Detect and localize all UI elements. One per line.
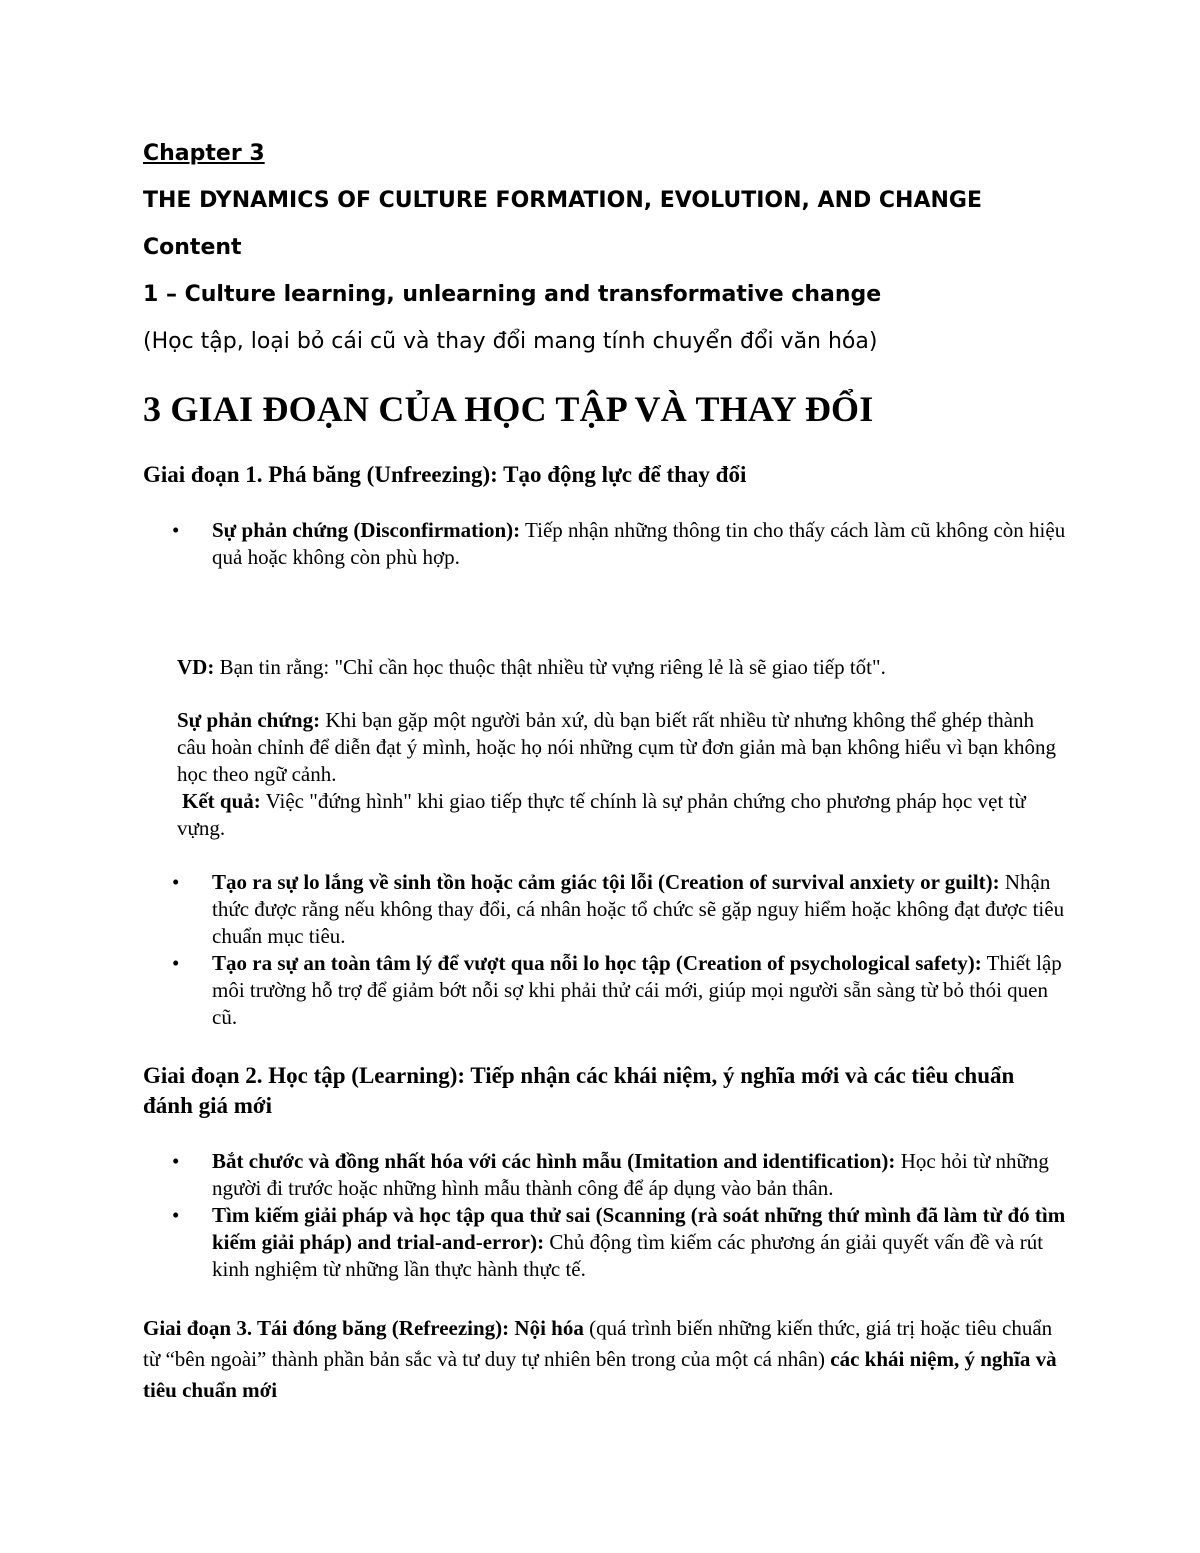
disconfirmation-text: Khi bạn gặp một người bản xứ, dù bạn biết rất nhiều từ nhưng không thể ghép thành câu hoàn chỉnh để diễn đạt ý mình, hoặc họ nói những cụm từ đơn giản mà bạn không hiểu vì bạn không học theo ngữ cảnh. [177, 708, 1056, 786]
example-label: VD: [177, 655, 215, 679]
stage1-heading: Giai đoạn 1. Phá băng (Unfreezing): Tạo động lực để thay đổi [143, 462, 747, 487]
content-label: Content [143, 235, 242, 260]
disconfirmation-paragraph [177, 707, 1067, 788]
bullet-term: Bắt chước và đồng nhất hóa với các hình mẫu (Imitation and identification): [212, 1149, 896, 1173]
bullet-icon: • [172, 951, 180, 975]
stage1-bullet-list-a [172, 517, 1072, 571]
result-text: Việc "đứng hình" khi giao tiếp thực tế chính là sự phản chứng cho phương pháp học vẹt từ vựng. [177, 789, 1026, 840]
bullet-text: Thiết lập môi trường hỗ trợ để giảm bớt nỗi sợ khi phải thử cái mới, giúp mọi người sẵn sàng từ bỏ thói quen cũ. [212, 951, 1062, 1029]
stage3-paragraph [143, 1313, 1063, 1406]
bullet-icon: • [172, 1203, 180, 1227]
list-item [172, 1148, 1072, 1202]
result-label: Kết quả: [182, 789, 261, 813]
bullet-text: Nhận thức được rằng nếu không thay đổi, cá nhân hoặc tổ chức sẽ gặp nguy hiểm hoặc không đạt được tiêu chuẩn mục tiêu. [212, 870, 1065, 948]
bullet-term: Sự phản chứng (Disconfirmation): [212, 518, 521, 542]
example-text: Bạn tin rằng: "Chỉ cần học thuộc thật nhiều từ vựng riêng lẻ là sẽ giao tiếp tốt". [214, 655, 886, 679]
section-heading: 1 – Culture learning, unlearning and transformative change [143, 282, 882, 307]
list-item [172, 869, 1072, 950]
list-item [172, 1202, 1072, 1283]
bullet-text: Học hỏi từ những người đi trước hoặc những hình mẫu thành công để áp dụng vào bản thân. [212, 1149, 1049, 1200]
main-heading: 3 GIAI ĐOẠN CỦA HỌC TẬP VÀ THAY ĐỔI [143, 389, 874, 429]
stage2-bullet-list [172, 1148, 1072, 1283]
stage3-label: Giai đoạn 3. Tái đóng băng (Refreezing): [143, 1316, 510, 1340]
section-heading-vi: (Học tập, loại bỏ cái cũ và thay đổi mang tính chuyển đổi văn hóa) [143, 329, 878, 354]
stage2-heading: Giai đoạn 2. Học tập (Learning): Tiếp nhận các khái niệm, ý nghĩa mới và các tiêu chuẩn đánh giá mới [143, 1063, 1015, 1118]
bullet-term: Tìm kiếm giải pháp và học tập qua thử sai (Scanning (rà soát những thứ mình đã làm từ đó tìm kiếm giải pháp) and trial-and-error): [212, 1203, 1066, 1254]
bullet-icon: • [172, 870, 180, 894]
example-paragraph [177, 654, 1067, 681]
bullet-term: Tạo ra sự an toàn tâm lý để vượt qua nỗi lo học tập (Creation of psychological safety): [212, 951, 982, 975]
bullet-term: Tạo ra sự lo lắng về sinh tồn hoặc cảm giác tội lỗi (Creation of survival anxiety or guilt): [212, 870, 1000, 894]
list-item [172, 950, 1072, 1031]
result-paragraph [177, 788, 1067, 842]
stage3-bold-tail: các khái niệm, ý nghĩa và tiêu chuẩn mới [143, 1347, 1057, 1402]
stage3-text: (quá trình biến những kiến thức, giá trị hoặc tiêu chuẩn từ “bên ngoài” thành phần bản sắc và tư duy tự nhiên bên trong của một cá nhân) [143, 1316, 1053, 1371]
list-item [172, 517, 1072, 571]
bullet-icon: • [172, 1149, 180, 1173]
stage3-bold-term: Nội hóa [509, 1316, 584, 1340]
bullet-text: Chủ động tìm kiếm các phương án giải quyết vấn đề và rút kinh nghiệm từ những lần thực hành thực tế. [212, 1230, 1044, 1281]
disconfirmation-label: Sự phản chứng: [177, 708, 321, 732]
bullet-text: Tiếp nhận những thông tin cho thấy cách làm cũ không còn hiệu quả hoặc không còn phù hợp. [212, 518, 1066, 569]
stage1-bullet-list-b [172, 869, 1072, 1031]
chapter-title: THE DYNAMICS OF CULTURE FORMATION, EVOLUTION, AND CHANGE [143, 188, 982, 213]
chapter-label: Chapter 3 [143, 141, 265, 166]
bullet-icon: • [172, 518, 180, 542]
